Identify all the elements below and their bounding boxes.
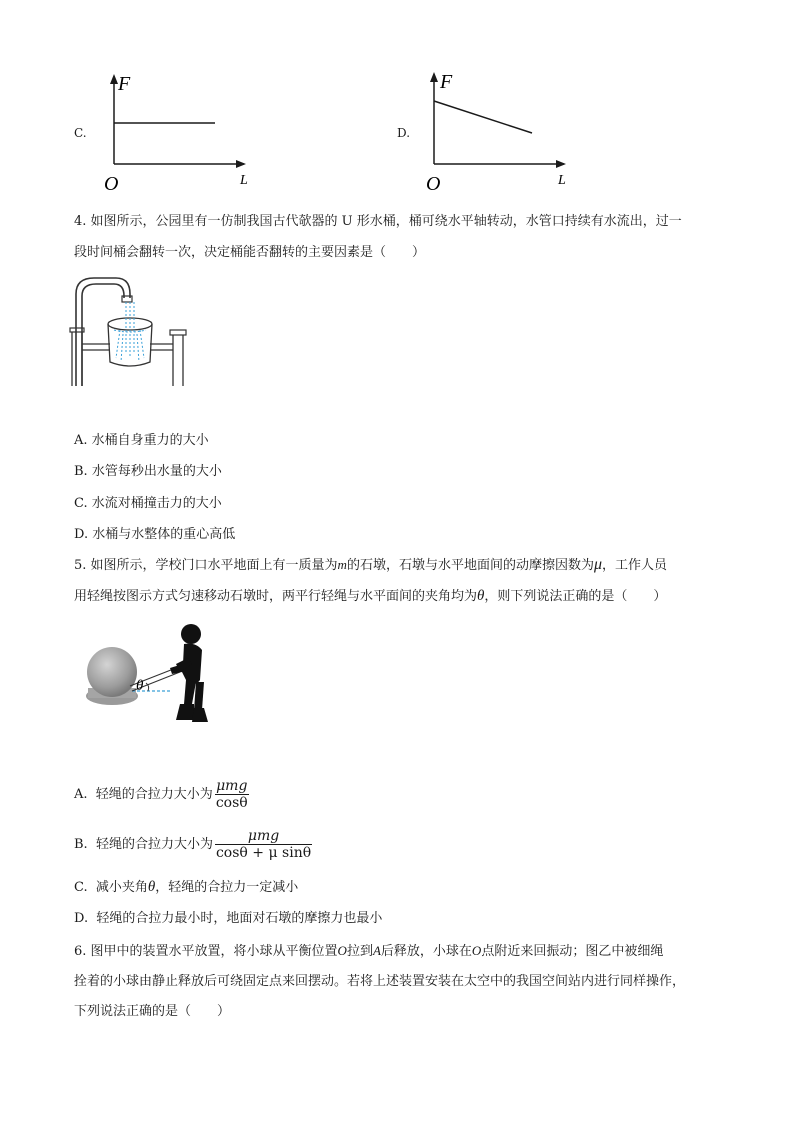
y-axis-label: F	[440, 71, 453, 93]
q5-option-b[interactable]: B. 轻绳的合拉力大小为 $\frac{\text{μmg}}{\text{cosθ + μ sinθ}}$	[74, 827, 312, 861]
q5-stem-line1: 5. 如图所示，学校门口水平地面上有一质量为m的石墩，石墩与水平地面间的动摩擦因数为μ，工作人员	[74, 556, 667, 573]
y-axis-arrow	[430, 72, 438, 82]
q4-stem-line2: 段时间桶会翻转一次，决定桶能否翻转的主要因素是（ ）	[74, 245, 426, 260]
bucket-figure	[68, 274, 192, 392]
q4-option-d[interactable]: D. 水桶与水整体的重心高低	[74, 527, 236, 542]
origin-label: O	[426, 173, 441, 195]
x-axis-label: L	[558, 173, 566, 188]
option-d-label: D.	[397, 126, 411, 140]
q4-option-b[interactable]: B. 水管每秒出水量的大小	[74, 464, 222, 479]
q5-option-d[interactable]: D. 轻绳的合拉力最小时，地面对石墩的摩擦力也最小	[74, 911, 383, 926]
f-curve	[434, 101, 532, 133]
formula-a: $\frac{\text{μmg}}{\cos\theta}$	[215, 777, 248, 811]
q5-option-c[interactable]: C. 减小夹角θ，轻绳的合拉力一定减小	[74, 879, 299, 895]
graph-c	[98, 66, 258, 198]
stone-pier-figure	[84, 620, 214, 728]
option-c-label: C.	[74, 126, 87, 140]
q5-stem-line2: 用轻绳按图示方式匀速移动石墩时，两平行轻绳与水平面间的夹角均为θ，则下列说法正确的是（ ）	[74, 588, 667, 604]
graph-d	[418, 66, 578, 198]
q4-option-c[interactable]: C. 水流对桶撞击力的大小	[74, 496, 222, 511]
q6-stem-line3: 下列说法正确的是（ ）	[74, 1004, 231, 1019]
y-axis-label: F	[118, 73, 131, 95]
stone-ball-icon	[87, 647, 137, 697]
y-axis-arrow	[110, 74, 118, 84]
x-axis-arrow	[236, 160, 246, 168]
formula-b: $\frac{\text{μmg}}{\text{cosθ + μ sinθ}}$	[215, 827, 312, 861]
q6-stem-line1: 6. 图甲中的装置水平放置，将小球从平衡位置O拉到A后释放，小球在O点附近来回振动；图乙中被细绳	[74, 943, 664, 959]
x-axis-label: L	[240, 173, 248, 188]
x-axis-arrow	[556, 160, 566, 168]
origin-label: O	[104, 173, 119, 195]
q4-stem-line1: 4. 如图所示，公园里有一仿制我国古代欹器的 U 形水桶，桶可绕水平轴转动，水管口持续有水流出，过一	[74, 214, 682, 229]
q5-option-a[interactable]: A. 轻绳的合拉力大小为 $\frac{\text{μmg}}{\cos\theta}$	[74, 777, 248, 811]
q6-stem-line2: 拴着的小球由静止释放后可绕固定点来回摆动。若将上述装置安装在太空中的我国空间站内进行同样操作，	[74, 974, 686, 989]
q4-option-a[interactable]: A. 水桶自身重力的大小	[74, 433, 209, 448]
figure-theta-label: θ	[136, 678, 144, 694]
